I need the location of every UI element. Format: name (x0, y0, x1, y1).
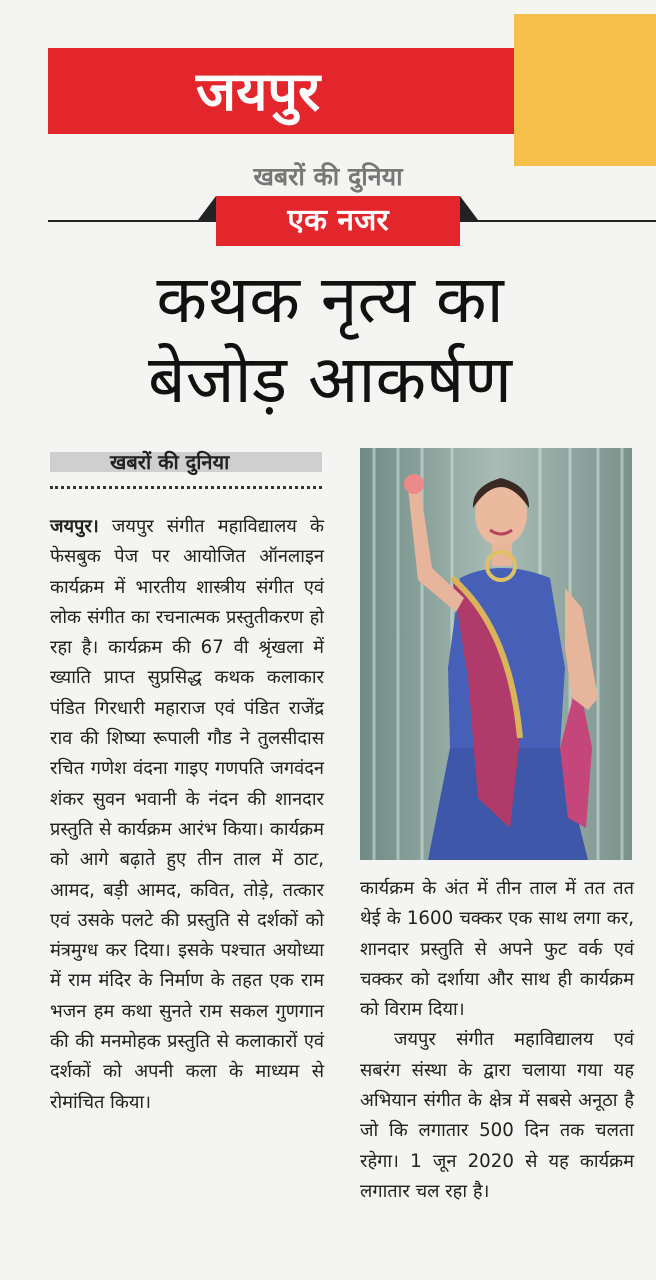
article-text-col1: जयपुर संगीत महाविद्यालय के फेसबुक पेज पर आयोजित ऑनलाइन कार्यक्रम में भारतीय शास्त्रीय संगीत एवं लोक संगीत का रचनात्मक प्रस्तुतीकरण हो रहा है। कार्यक्रम की 67 वी श्रृंखला में ख्याति प्राप्त सुप्रसिद्ध कथक कलाकार पंडित गिरधारी महाराज एवं पंडित राजेंद्र राव की शिष्या रूपाली गौड ने तुलसीदास रचित गणेश वंदना गाइए गणपति जगवंदन शंकर सुवन भवानी के नंदन की शानदार प्रस्तुति से कार्यक्रम आरंभ किया। कार्यक्रम को आगे बढ़ाते हुए तीन ताल में ठाट, आमद, बड़ी आमद, कवित, तोड़े, तत्कार एवं उसके पलटे की प्रस्तुति से दर्शकों को मंत्रमुग्ध कर दिया। इसके पश्चात अयोध्या में राम मंदिर के निर्माण के तहत एक राम भजन हम कथा सुनते राम सकल गुणगान की की मनमोहक प्रस्तुति से कलाकारों एवं दर्शकों को अपनी कला के माध्यम से रोमांचित किया। (50, 516, 324, 1113)
headline (30, 260, 630, 420)
dotted-divider-top (50, 486, 322, 489)
strip-right-wedge (460, 196, 478, 220)
strip-left-wedge (198, 196, 216, 220)
ek-nazar-strip: एक नजर (216, 196, 460, 246)
city-title: जयपुर (196, 60, 321, 123)
dateline: जयपुर। (50, 516, 99, 537)
article-paragraph-col2-1: कार्यक्रम के अंत में तीन ताल में तत तत थेई के 1600 चक्कर एक साथ लगा कर, शानदार प्रस्तुति से अपने फुट वर्क एवं चक्कर को दर्शाया और साथ ही कार्यक्रम को विराम दिया। (360, 878, 634, 1021)
article-paragraph-1 (50, 512, 324, 1118)
article-paragraph-col2-2: जयपुर संगीत महाविद्यालय एवं सबरंग संस्था के द्वारा चलाया गया यह अभियान संगीत के क्षेत्र में सबसे अनूठा है जो कि लगातार 500 दिन तक चलता रहेगा। 1 जून 2020 से यह कार्यक्रम लगातार चल रहा है। (360, 1029, 634, 1202)
article-column-1 (50, 512, 324, 1118)
headline-line-1: कथक नृत्य का (156, 261, 504, 338)
yellow-corner-block (514, 14, 656, 166)
section-label: खबरों की दुनिया (110, 450, 230, 474)
section-kicker: खबरों की दुनिया (253, 162, 403, 191)
dancer-photo (360, 448, 632, 860)
headline-line-2: बेजोड़ आकर्षण (147, 341, 513, 418)
article-column-2 (360, 874, 634, 1207)
